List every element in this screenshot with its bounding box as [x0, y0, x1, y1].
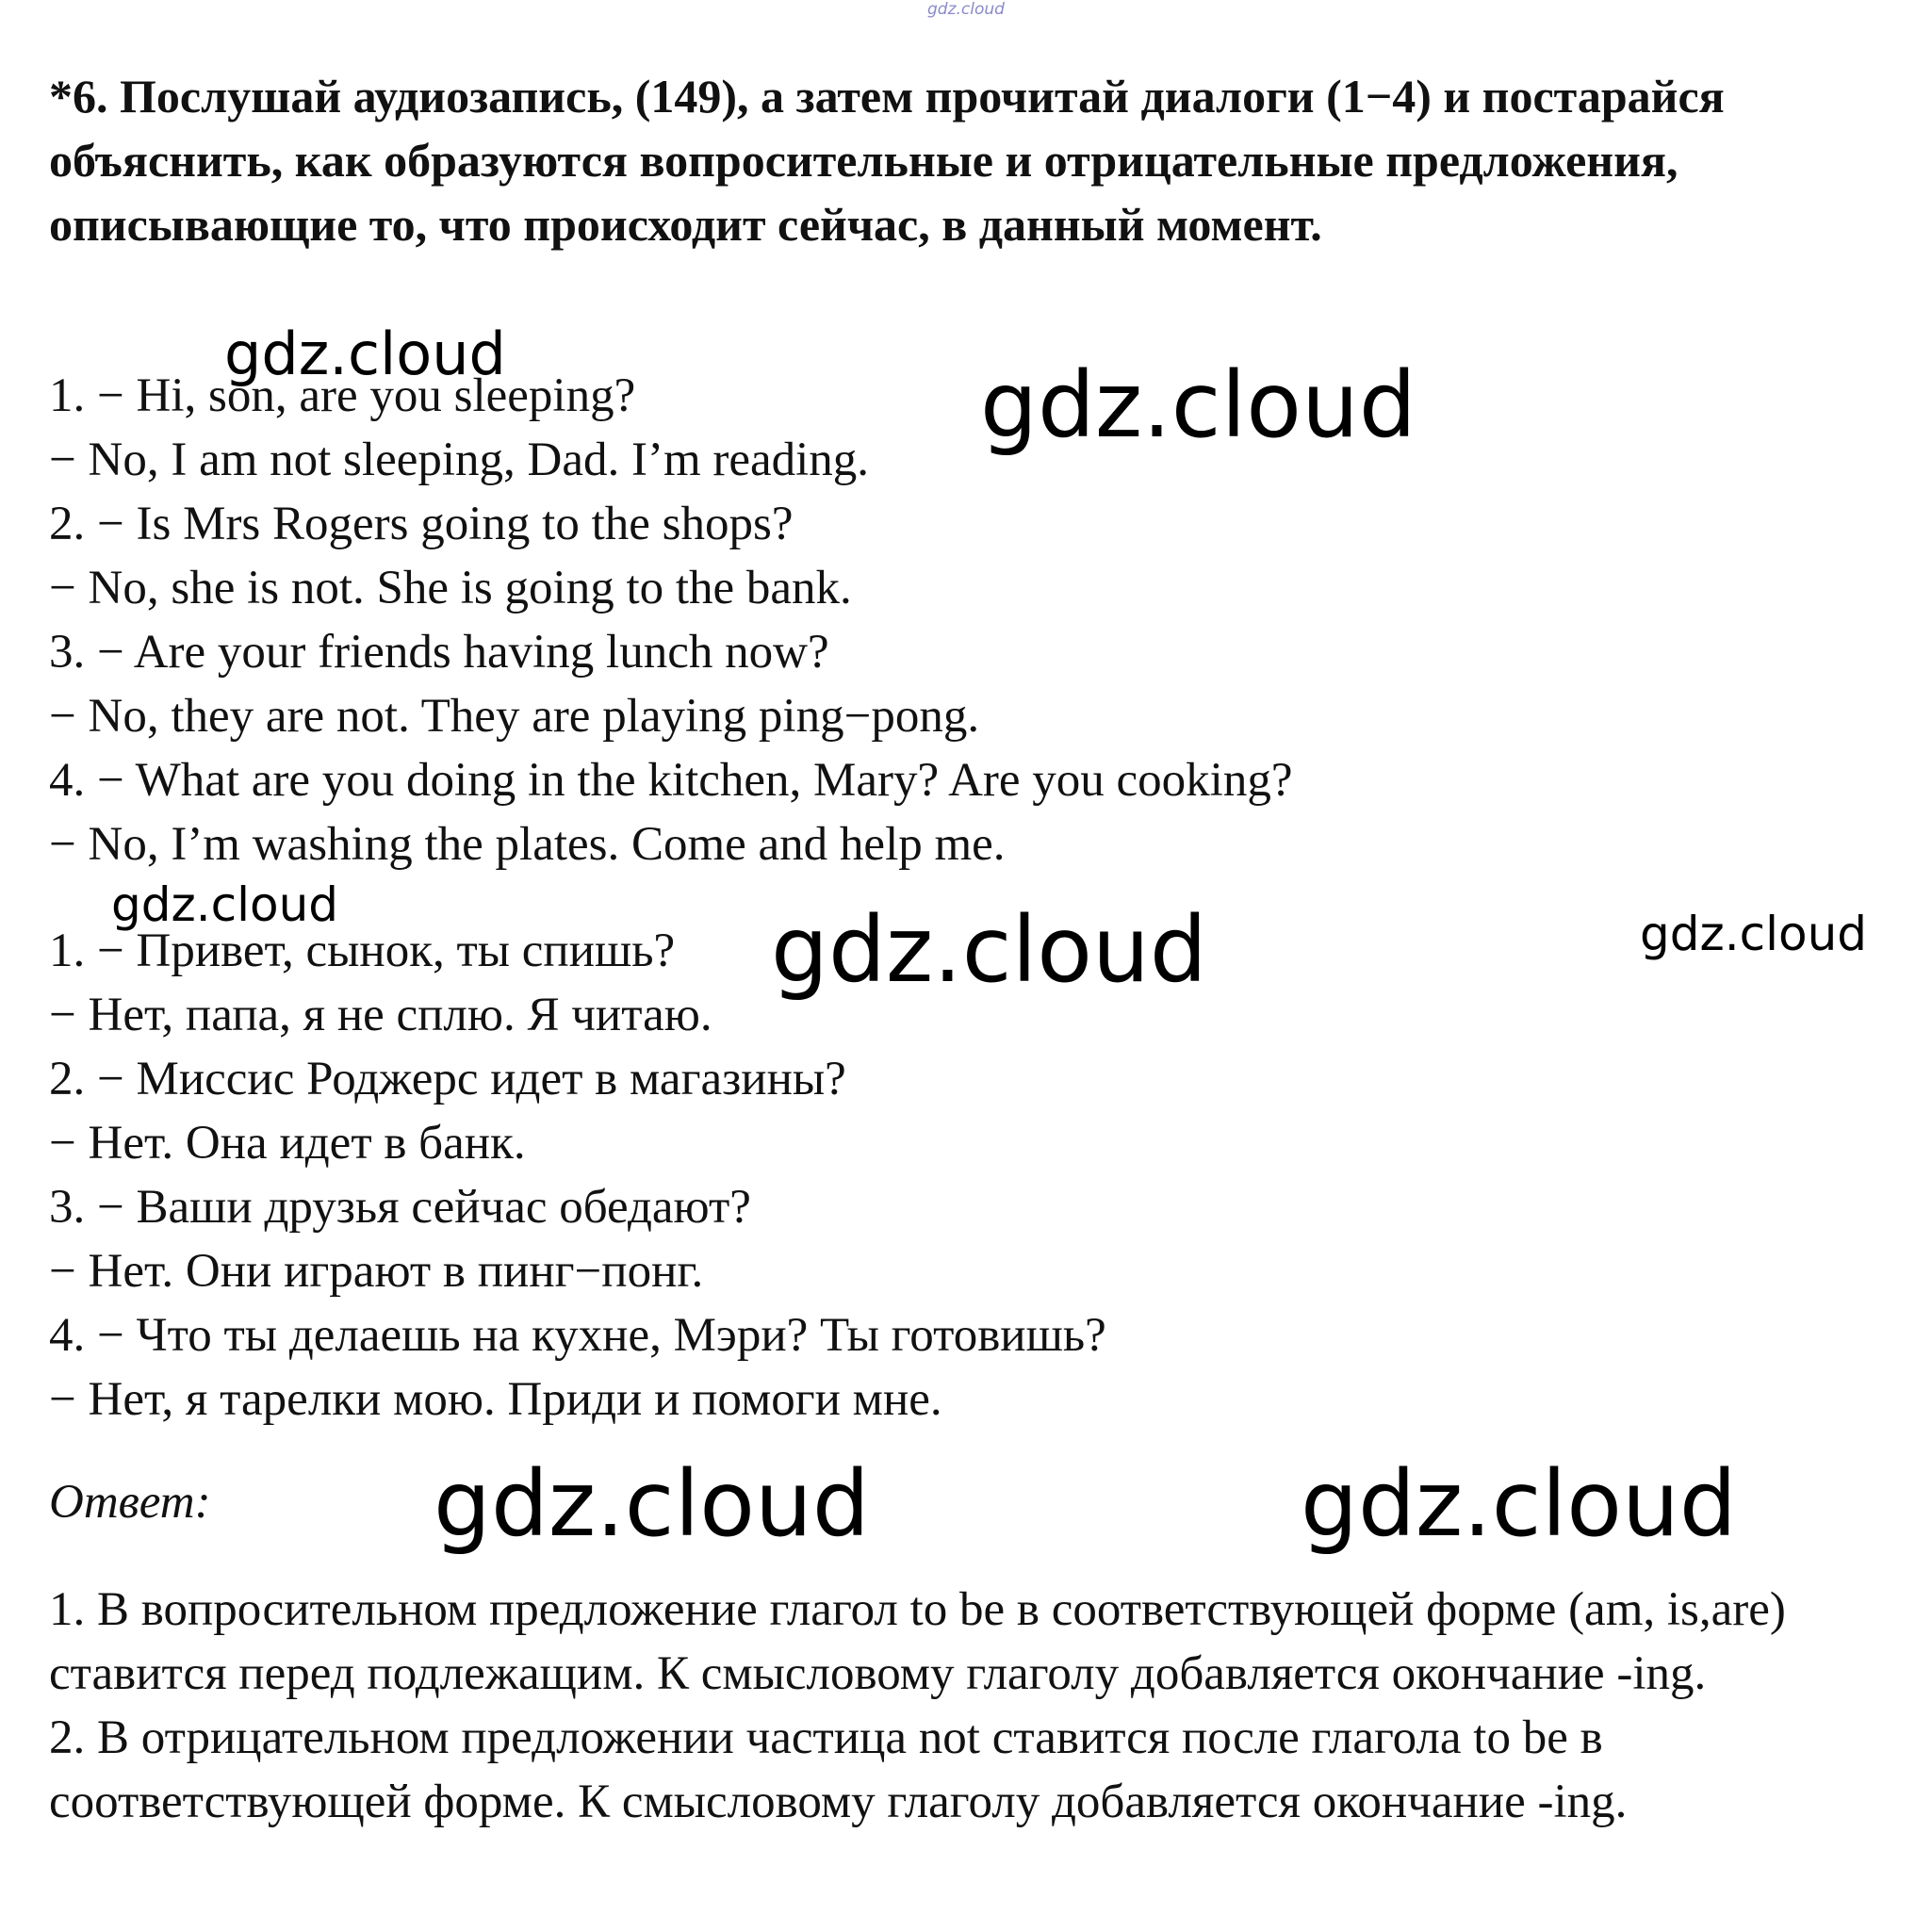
- dialogue-line: 2. − Is Mrs Rogers going to the shops?: [49, 498, 794, 550]
- watermark: gdz.cloud: [1301, 1451, 1737, 1557]
- header-watermark: gdz.cloud: [927, 0, 1005, 19]
- dialogue-line: − No, I am not sleeping, Dad. I’m reading.: [49, 434, 870, 486]
- answer-item: 2. В отрицательном предложении частица not ставится после глагола to be в соответствующей форме. К смысловому глаголу добавляется окончание -ing.: [49, 1711, 1628, 1828]
- watermark: gdz.cloud: [434, 1451, 870, 1557]
- watermark: gdz.cloud: [111, 877, 339, 932]
- watermark: gdz.cloud: [980, 352, 1416, 458]
- watermark: gdz.cloud: [1640, 907, 1868, 961]
- dialogue-line: 1. − Привет, сынок, ты спишь?: [49, 925, 676, 977]
- dialogue-line: − Нет, папа, я не сплю. Я читаю.: [49, 989, 712, 1041]
- dialogue-line: − Нет. Они играют в пинг−понг.: [49, 1245, 704, 1298]
- watermark: gdz.cloud: [224, 319, 506, 388]
- dialogue-line: 1. − Hi, son, are you sleeping?: [49, 369, 636, 422]
- answer-label: Ответ:: [49, 1476, 211, 1529]
- dialogue-line: 2. − Миссис Роджерс идет в магазины?: [49, 1053, 846, 1105]
- dialogue-line: − No, she is not. She is going to the bank.: [49, 562, 852, 614]
- answer-list: [49, 1578, 1910, 1834]
- dialogue-line: 3. − Are your friends having lunch now?: [49, 626, 829, 679]
- dialogue-line: − No, they are not. They are playing ping−pong.: [49, 690, 980, 743]
- answer-item: 1. В вопросительном предложение глагол to be в соответствующей форме (am, is,are) ставится перед подлежащим. К смысловому глаголу добавляется окончание -ing.: [49, 1583, 1786, 1700]
- watermark: gdz.cloud: [771, 897, 1207, 1003]
- task-title: *6. Послушай аудиозапись, (149), а затем прочитай диалоги (1−4) и постарайся объяснить, как образуются вопросительные и отрицательные предложения, описывающие то, что происходит сейчас, в данный момент.: [49, 70, 1725, 251]
- dialogue-line: 4. − Что ты делаешь на кухне, Мэри? Ты готовишь?: [49, 1309, 1106, 1362]
- dialogue-line: − Нет, я тарелки мою. Приди и помоги мне.: [49, 1373, 942, 1426]
- dialogue-line: − No, I’m washing the plates. Come and help me.: [49, 818, 1006, 871]
- dialogue-line: 4. − What are you doing in the kitchen, Mary? Are you cooking?: [49, 754, 1293, 807]
- dialogue-line: 3. − Ваши друзья сейчас обедают?: [49, 1181, 751, 1234]
- dialogue-line: − Нет. Она идет в банк.: [49, 1117, 526, 1170]
